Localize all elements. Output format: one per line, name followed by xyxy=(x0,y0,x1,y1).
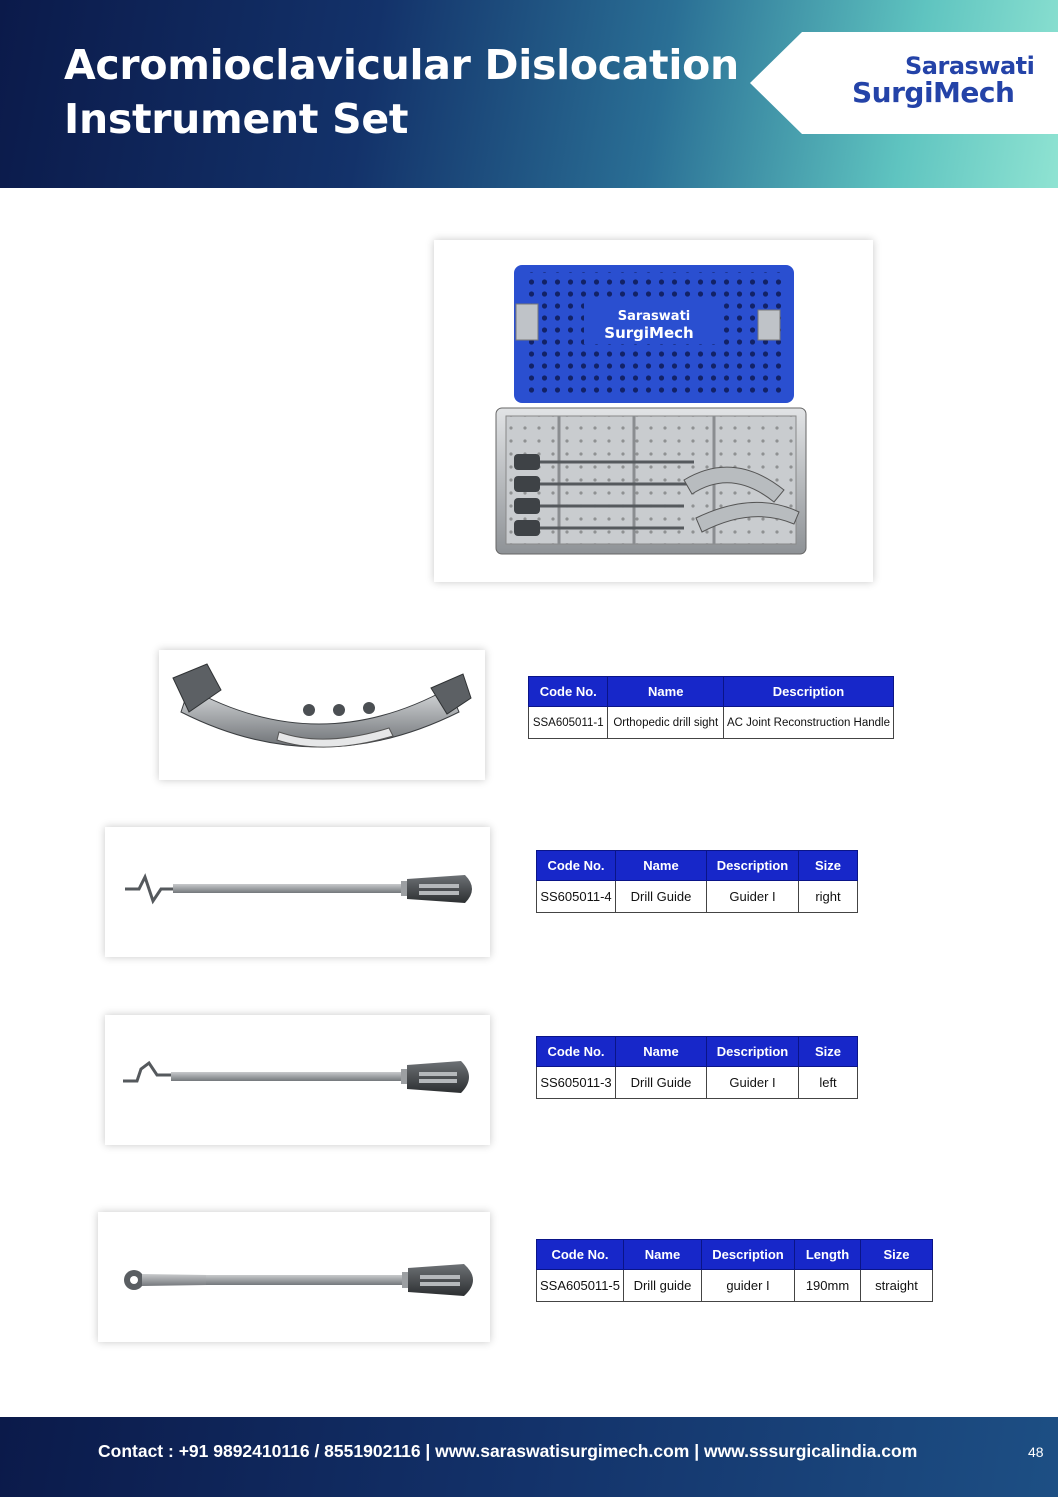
tray-logo-top: Saraswati xyxy=(617,309,691,324)
length-cell: 190mm xyxy=(795,1270,861,1302)
table-header-row xyxy=(537,851,858,881)
column-header: Code No. xyxy=(529,677,608,707)
brand-logo-bottom: SurgiMech xyxy=(852,76,1015,109)
title-line-2: Instrument Set xyxy=(64,95,409,143)
page-number: 48 xyxy=(1028,1444,1044,1460)
instrument-tray-photo xyxy=(434,240,873,582)
column-header: Code No. xyxy=(537,851,616,881)
column-header: Name xyxy=(616,851,707,881)
brand-logo-top: Saraswati xyxy=(905,52,1035,80)
column-header: Size xyxy=(799,851,858,881)
column-header: Code No. xyxy=(537,1240,624,1270)
name-cell: Drill Guide xyxy=(616,881,707,913)
contact-info: Contact : +91 9892410116 / 8551902116 | www.saraswatisurgimech.com | www.sssurgicalindia.com xyxy=(98,1441,918,1461)
page-footer xyxy=(0,1417,1058,1497)
table-header-row xyxy=(529,677,894,707)
drill-guide-straight-photo xyxy=(98,1212,490,1342)
description-cell: Guider I xyxy=(707,881,799,913)
size-cell: straight xyxy=(861,1270,933,1302)
page-title xyxy=(64,38,739,146)
product-table-1 xyxy=(528,676,894,739)
product-table-2 xyxy=(536,850,858,913)
product-table-4 xyxy=(536,1239,933,1302)
name-cell: Drill Guide xyxy=(616,1067,707,1099)
column-header: Description xyxy=(724,677,894,707)
table-row xyxy=(529,707,894,739)
column-header: Description xyxy=(707,851,799,881)
code-cell: SSA605011-1 xyxy=(529,707,608,739)
size-cell: left xyxy=(799,1067,858,1099)
table-row xyxy=(537,881,858,913)
drill-sight-photo xyxy=(159,650,485,780)
table-header-row xyxy=(537,1037,858,1067)
name-cell: Drill guide xyxy=(624,1270,702,1302)
description-cell: Guider I xyxy=(707,1067,799,1099)
page-header xyxy=(0,0,1058,188)
product-table-3 xyxy=(536,1036,858,1099)
drill-guide-right-illustration xyxy=(105,827,490,957)
drill-guide-straight-illustration xyxy=(98,1212,490,1342)
drill-guide-right-photo xyxy=(105,827,490,957)
drill-guide-left-illustration xyxy=(105,1015,490,1145)
column-header: Name xyxy=(624,1240,702,1270)
size-cell: right xyxy=(799,881,858,913)
tray-illustration xyxy=(434,240,873,582)
description-cell: guider I xyxy=(702,1270,795,1302)
drill-sight-illustration xyxy=(159,650,485,780)
column-header: Name xyxy=(616,1037,707,1067)
column-header: Description xyxy=(702,1240,795,1270)
table-row xyxy=(537,1067,858,1099)
column-header: Length xyxy=(795,1240,861,1270)
table-header-row xyxy=(537,1240,933,1270)
tray-logo-bottom: SurgiMech xyxy=(604,324,694,342)
code-cell: SS605011-3 xyxy=(537,1067,616,1099)
column-header: Name xyxy=(608,677,724,707)
column-header: Description xyxy=(707,1037,799,1067)
table-row xyxy=(537,1270,933,1302)
name-cell: Orthopedic drill sight xyxy=(608,707,724,739)
drill-guide-left-photo xyxy=(105,1015,490,1145)
description-cell: AC Joint Reconstruction Handle xyxy=(724,707,894,739)
code-cell: SSA605011-5 xyxy=(537,1270,624,1302)
title-line-1: Acromioclavicular Dislocation xyxy=(64,41,739,89)
code-cell: SS605011-4 xyxy=(537,881,616,913)
column-header: Code No. xyxy=(537,1037,616,1067)
column-header: Size xyxy=(861,1240,933,1270)
column-header: Size xyxy=(799,1037,858,1067)
